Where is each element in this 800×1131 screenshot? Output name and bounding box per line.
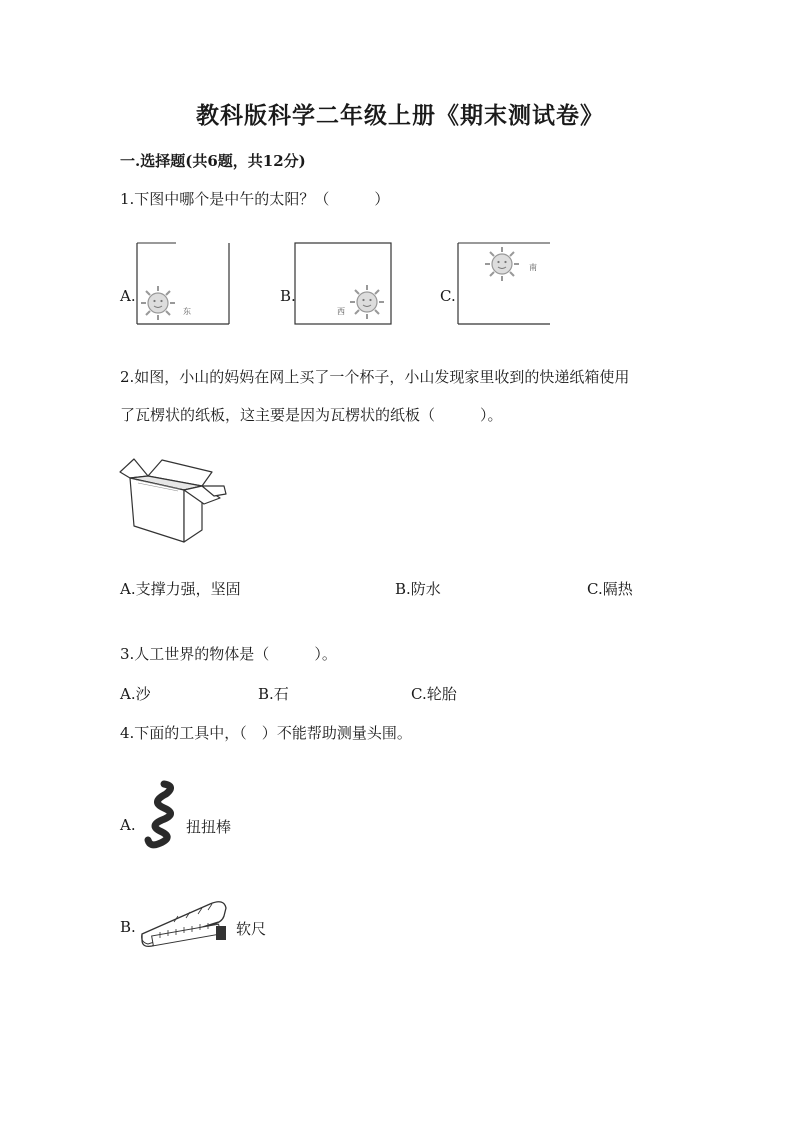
q1-option-c-direction: 南 <box>529 263 537 272</box>
section-heading: 一.选择题(共6题，共12分) <box>120 152 306 170</box>
sun-icon <box>350 285 384 319</box>
cardboard-box-picture <box>118 456 230 548</box>
q1-option-a-picture <box>136 242 232 326</box>
q1-option-b-picture <box>294 242 394 326</box>
q1-option-b-label: B. <box>280 287 296 305</box>
q4-option-a-label: A. <box>120 816 136 834</box>
q1-option-a-direction: 东 <box>183 307 191 316</box>
sun-icon <box>141 286 175 320</box>
question-2-line-2: 了瓦楞状的纸板，这主要是因为瓦楞状的纸板（ ）。 <box>120 406 503 424</box>
question-1: 1.下图中哪个是中午的太阳？（ ） <box>120 190 390 208</box>
page-title: 教科版科学二年级上册《期末测试卷》 <box>196 102 604 129</box>
q3-option-c: C.轮胎 <box>411 685 457 703</box>
q2-option-c: C.隔热 <box>587 580 633 598</box>
q4-option-b-name: 软尺 <box>236 920 267 938</box>
q1-option-a-label: A. <box>120 287 136 305</box>
tape-measure-icon <box>138 894 230 950</box>
question-4: 4.下面的工具中，（ ）不能帮助测量头围。 <box>120 724 412 742</box>
pipe-cleaner-icon <box>140 780 182 850</box>
q3-option-b: B.石 <box>258 685 289 703</box>
q4-option-b-label: B. <box>120 918 136 936</box>
question-2-line-1: 2.如图，小山的妈妈在网上买了一个杯子，小山发现家里收到的快递纸箱使用 <box>120 368 630 386</box>
q3-option-a: A.沙 <box>120 685 151 703</box>
q4-option-a-name: 扭扭棒 <box>186 818 232 836</box>
question-3: 3.人工世界的物体是（ ）。 <box>120 645 337 663</box>
q1-option-b-direction: 西 <box>337 307 345 316</box>
sun-icon <box>485 247 519 281</box>
q1-option-c-picture <box>457 242 553 326</box>
q2-option-a: A.支撑力强，坚固 <box>120 580 241 598</box>
q1-option-c-label: C. <box>440 287 456 305</box>
q2-option-b: B.防水 <box>395 580 441 598</box>
